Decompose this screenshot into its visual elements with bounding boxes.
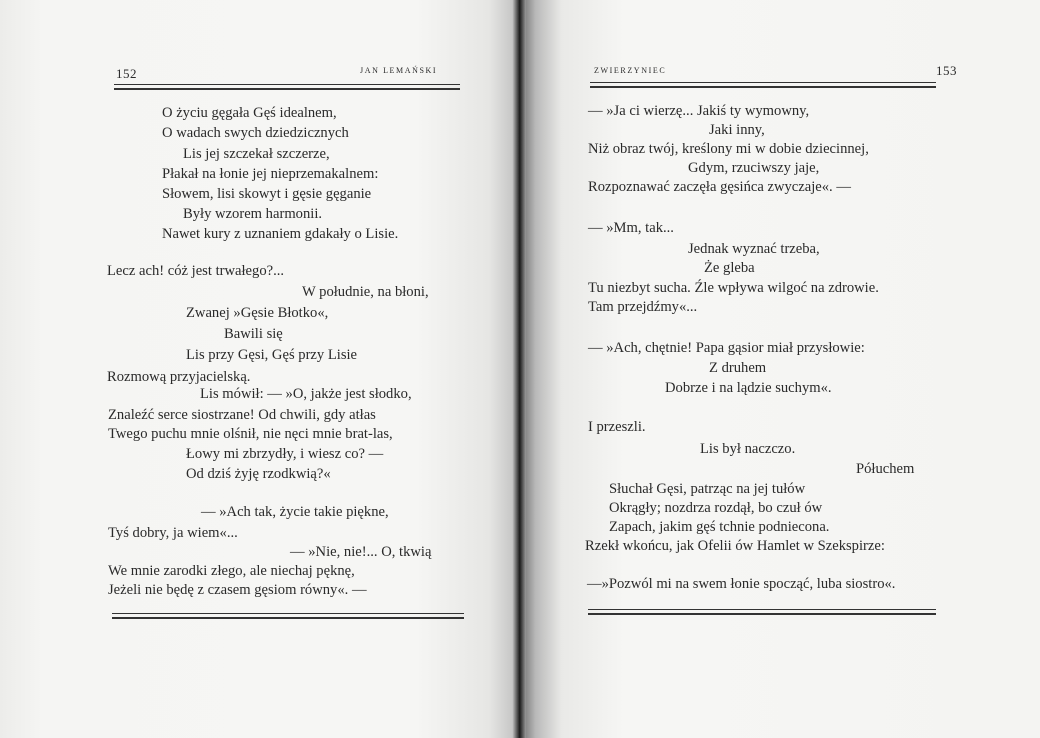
verse-line: Jaki inny, xyxy=(709,122,765,138)
verse-line: Rozpoznawać zaczęła gęsińca zwyczaje«. — xyxy=(588,179,851,195)
verse-line: Jeżeli nie będę z czasem gęsiom równy«. — xyxy=(108,582,367,598)
verse-line: Tyś dobry, ja wiem«... xyxy=(108,525,238,541)
verse-line: Zapach, jakim gęś tchnie podniecona. xyxy=(609,519,830,535)
verse-line: Od dziś żyję rzodkwią?« xyxy=(186,466,331,482)
header-rule xyxy=(114,84,460,85)
running-head: JAN LEMAŃSKI xyxy=(360,66,438,75)
verse-line: — »Nie, nie!... O, tkwią xyxy=(290,544,432,560)
header-rule xyxy=(114,88,460,90)
verse-line: Lis przy Gęsi, Gęś przy Lisie xyxy=(186,347,358,363)
verse-line: Niż obraz twój, kreślony mi w dobie dziecinnej, xyxy=(588,141,869,157)
verse-line: I przeszli. xyxy=(588,419,646,435)
verse-line: Lis był naczczo. xyxy=(700,441,796,457)
verse-line: Jednak wyznać trzeba, xyxy=(688,241,820,257)
verse-line: Słowem, lisi skowyt i gęsie gęganie xyxy=(162,186,372,202)
verse-line: Nawet kury z uznaniem gdakały o Lisie. xyxy=(162,226,399,242)
verse-line: Znaleźć serce siostrzane! Od chwili, gdy atłas xyxy=(108,407,376,423)
verse-line: Słuchał Gęsi, patrząc na jej tułów xyxy=(609,481,806,497)
verse-line: — »Mm, tak... xyxy=(588,220,674,236)
verse-line: Twego puchu mnie olśnił, nie nęci mnie brat-las, xyxy=(108,426,393,442)
verse-line: Rozmową przyjacielską. xyxy=(107,369,251,385)
verse-line: Lis jej szczekał szczerze, xyxy=(183,146,330,162)
verse-line: W południe, na błoni, xyxy=(302,284,429,300)
verse-line: Okrągły; nozdrza rozdął, bo czuł ów xyxy=(609,500,823,516)
verse-line: We mnie zarodki złego, ale niechaj pęknę, xyxy=(108,563,355,579)
verse-line: Gdym, rzuciwszy jaje, xyxy=(688,160,820,176)
header-rule xyxy=(590,82,936,83)
page-number: 153 xyxy=(936,63,957,78)
verse-line: Tam przejdźmy«... xyxy=(588,299,698,315)
book-gutter xyxy=(512,0,526,738)
verse-line: Rzekł wkońcu, jak Ofelii ów Hamlet w Szekspirze: xyxy=(585,538,885,554)
verse-line: Lis mówił: — »O, jakże jest słodko, xyxy=(200,386,412,402)
verse-line: Z druhem xyxy=(709,360,767,376)
footer-rule xyxy=(112,613,464,614)
verse-line: — »Ach tak, życie takie piękne, xyxy=(201,504,389,520)
footer-rule xyxy=(588,609,936,610)
verse-line: — »Ach, chętnie! Papa gąsior miał przysłowie: xyxy=(588,340,865,356)
footer-rule xyxy=(112,617,464,619)
right-page xyxy=(520,0,1040,738)
verse-line: Bawili się xyxy=(224,326,283,342)
verse-line: Że gleba xyxy=(704,260,755,276)
verse-line: Płakał na łonie jej nieprzemakalnem: xyxy=(162,166,379,182)
verse-line: Łowy mi zbrzydły, i wiesz co? — xyxy=(186,446,384,462)
verse-line: — »Ja ci wierzę... Jakiś ty wymowny, xyxy=(588,103,810,119)
verse-line: Lecz ach! cóż jest trwałego?... xyxy=(107,263,285,279)
verse-line: —»Pozwól mi na swem łonie spocząć, luba siostro«. xyxy=(587,576,896,592)
verse-line: O życiu gęgała Gęś idealnem, xyxy=(162,105,337,121)
verse-line: Tu niezbyt sucha. Źle wpływa wilgoć na zdrowie. xyxy=(588,280,879,296)
verse-line: Półuchem xyxy=(856,461,915,477)
footer-rule xyxy=(588,613,936,615)
verse-line: Zwanej »Gęsie Błotko«, xyxy=(186,305,329,321)
verse-line: Dobrze i na lądzie suchym«. xyxy=(665,380,832,396)
running-head: ZWIERZYNIEC xyxy=(594,66,667,75)
page-number: 152 xyxy=(116,66,137,81)
verse-line: O wadach swych dziedzicznych xyxy=(162,125,349,141)
verse-line: Były wzorem harmonii. xyxy=(183,206,323,222)
header-rule xyxy=(590,86,936,88)
